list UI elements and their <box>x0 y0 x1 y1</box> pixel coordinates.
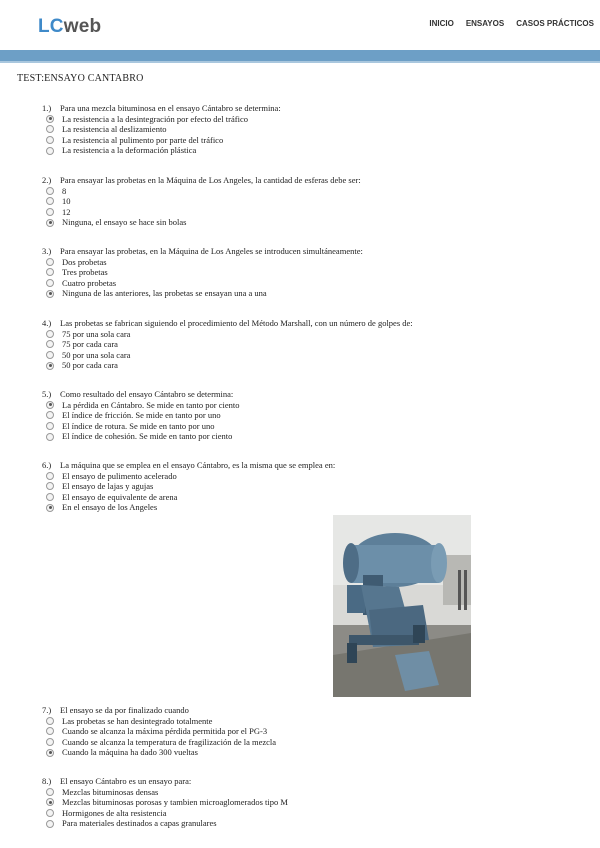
answer-label: La resistencia a la deformación plástica <box>62 145 197 156</box>
radio-button[interactable] <box>46 208 54 216</box>
answer-label: Tres probetas <box>62 267 108 278</box>
question-text: El ensayo Cántabro es un ensayo para: <box>60 776 192 786</box>
answer-label: Las probetas se han desintegrado totalmente <box>62 715 213 726</box>
answer-label: Cuando se alcanza la temperatura de fragilización de la mezcla <box>62 736 277 747</box>
radio-button[interactable] <box>46 401 54 409</box>
answer-option[interactable] <box>42 400 240 411</box>
radio-button[interactable] <box>46 738 54 746</box>
answer-option[interactable] <box>42 787 288 798</box>
answer-label: La pérdida en Cántabro. Se mide en tanto por ciento <box>62 399 240 410</box>
los-angeles-machine-photo <box>333 515 471 697</box>
answer-label: El índice de rotura. Se mide en tanto por uno <box>62 420 215 431</box>
question-text: La máquina que se emplea en el ensayo Cántabro, es la misma que se emplea en: <box>60 460 336 470</box>
radio-button[interactable] <box>46 279 54 287</box>
answer-option[interactable] <box>42 410 240 421</box>
answer-label: Cuando la máquina ha dado 300 vueltas <box>62 747 198 758</box>
answer-label: Ninguna de las anteriores, las probetas se ensayan una a una <box>62 288 267 299</box>
radio-button[interactable] <box>46 268 54 276</box>
question-number: 3.) <box>42 246 52 256</box>
question-number: 2.) <box>42 175 52 185</box>
radio-button[interactable] <box>46 788 54 796</box>
main-nav <box>429 19 594 28</box>
question-number: 4.) <box>42 318 52 328</box>
answer-option[interactable] <box>42 502 335 513</box>
top-bar <box>0 0 600 50</box>
question-stem <box>42 175 361 186</box>
radio-button[interactable] <box>46 717 54 725</box>
radio-button[interactable] <box>46 290 54 298</box>
radio-button[interactable] <box>46 258 54 266</box>
answer-option[interactable] <box>42 808 288 819</box>
question-text: Para ensayar las probetas, en la Máquina de Los Angeles se introducen simultáneamente: <box>60 246 363 256</box>
question-stem <box>42 389 240 400</box>
question-text: Las probetas se fabrican siguiendo el procedimiento del Método Marshall, con un número de golpes de: <box>60 318 413 328</box>
nav-ensayos[interactable]: ENSAYOS <box>465 19 505 28</box>
question-stem <box>42 705 276 716</box>
radio-button[interactable] <box>46 482 54 490</box>
answer-label: Mezclas bituminosas densas <box>62 786 159 797</box>
question-5 <box>42 389 240 442</box>
answer-option[interactable] <box>42 135 281 146</box>
radio-button[interactable] <box>46 493 54 501</box>
question-number: 7.) <box>42 705 52 715</box>
answer-option[interactable] <box>42 747 276 758</box>
question-number: 8.) <box>42 776 52 786</box>
question-text: Para ensayar las probetas en la Máquina de Los Angeles, la cantidad de esferas debe ser: <box>60 175 361 185</box>
question-text: El ensayo se da por finalizado cuando <box>60 705 189 715</box>
header-band <box>0 50 600 61</box>
answer-label: El ensayo de lajas y agujas <box>62 481 154 492</box>
radio-button[interactable] <box>46 115 54 123</box>
answer-option[interactable] <box>42 329 413 340</box>
radio-button[interactable] <box>46 798 54 806</box>
question-stem <box>42 246 363 257</box>
radio-button[interactable] <box>46 809 54 817</box>
radio-button[interactable] <box>46 351 54 359</box>
answer-option[interactable] <box>42 797 288 808</box>
answer-option[interactable] <box>42 186 361 197</box>
answer-option[interactable] <box>42 431 240 442</box>
radio-button[interactable] <box>46 472 54 480</box>
answer-option[interactable] <box>42 471 335 482</box>
radio-button[interactable] <box>46 340 54 348</box>
answer-option[interactable] <box>42 716 276 727</box>
question-4 <box>42 318 413 371</box>
answer-label: El ensayo de pulimento acelerado <box>62 470 177 481</box>
answer-option[interactable] <box>42 360 413 371</box>
answer-option[interactable] <box>42 278 363 289</box>
answer-option[interactable] <box>42 145 281 156</box>
answer-option[interactable] <box>42 421 240 432</box>
question-number: 6.) <box>42 460 52 470</box>
answer-label: 8 <box>62 185 67 196</box>
answer-option[interactable] <box>42 481 335 492</box>
question-stem <box>42 318 413 329</box>
answer-label: La resistencia al deslizamiento <box>62 124 167 135</box>
answer-option[interactable] <box>42 124 281 135</box>
question-number: 1.) <box>42 103 52 113</box>
answer-label: En el ensayo de los Angeles <box>62 502 158 513</box>
radio-button[interactable] <box>46 422 54 430</box>
site-logo[interactable]: LCweb <box>38 16 102 37</box>
answer-option[interactable] <box>42 267 363 278</box>
answer-label: Cuatro probetas <box>62 277 117 288</box>
answer-label: El índice de fricción. Se mide en tanto por uno <box>62 410 221 421</box>
answer-option[interactable] <box>42 207 361 218</box>
radio-button[interactable] <box>46 147 54 155</box>
page-title: TEST:ENSAYO CANTABRO <box>17 73 144 84</box>
answer-option[interactable] <box>42 257 363 268</box>
answer-option[interactable] <box>42 339 413 350</box>
question-1 <box>42 103 281 156</box>
answer-label: El índice de cohesión. Se mide en tanto por ciento <box>62 431 233 442</box>
radio-button[interactable] <box>46 727 54 735</box>
nav-inicio[interactable]: INICIO <box>429 19 454 28</box>
radio-button[interactable] <box>46 136 54 144</box>
answer-label: La resistencia al pulimento por parte del tráfico <box>62 134 224 145</box>
question-3 <box>42 246 363 299</box>
answer-option[interactable] <box>42 196 361 207</box>
radio-button[interactable] <box>46 197 54 205</box>
question-number: 5.) <box>42 389 52 399</box>
question-8 <box>42 776 288 829</box>
answer-label: 75 por cada cara <box>62 339 118 350</box>
answer-label: Mezclas bituminosas porosas y tambien microaglomerados tipo M <box>62 797 288 808</box>
radio-button[interactable] <box>46 330 54 338</box>
header-band-shadow <box>0 61 600 63</box>
answer-label: Dos probetas <box>62 256 107 267</box>
radio-button[interactable] <box>46 362 54 370</box>
answer-option[interactable] <box>42 288 363 299</box>
answer-label: 12 <box>62 206 71 217</box>
question-stem <box>42 460 335 471</box>
answer-option[interactable] <box>42 737 276 748</box>
answer-option[interactable] <box>42 114 281 125</box>
radio-button[interactable] <box>46 820 54 828</box>
answer-label: La resistencia a la desintegración por efecto del tráfico <box>62 113 248 124</box>
question-6 <box>42 460 335 513</box>
answer-label: 10 <box>62 196 71 207</box>
answer-label: Hormigones de alta resistencia <box>62 807 167 818</box>
question-stem <box>42 776 288 787</box>
answer-label: Ninguna, el ensayo se hace sin bolas <box>62 217 187 228</box>
question-text: Para una mezcla bituminosa en el ensayo Cántabro se determina: <box>60 103 281 113</box>
answer-label: 75 por una sola cara <box>62 328 131 339</box>
answer-option[interactable] <box>42 818 288 829</box>
radio-button[interactable] <box>46 219 54 227</box>
radio-button[interactable] <box>46 504 54 512</box>
answer-option[interactable] <box>42 350 413 361</box>
answer-label: Para materiales destinados a capas granulares <box>62 818 217 829</box>
question-7 <box>42 705 276 758</box>
radio-button[interactable] <box>46 433 54 441</box>
answer-label: Cuando se alcanza la máxima pérdida permitida por el PG-3 <box>62 726 268 737</box>
radio-button[interactable] <box>46 749 54 757</box>
answer-option[interactable] <box>42 726 276 737</box>
radio-button[interactable] <box>46 125 54 133</box>
answer-label: El ensayo de equivalente de arena <box>62 491 178 502</box>
answer-label: 50 por cada cara <box>62 360 118 371</box>
radio-button[interactable] <box>46 187 54 195</box>
question-text: Como resultado del ensayo Cántabro se determina: <box>60 389 234 399</box>
nav-casos-practicos[interactable]: CASOS PRÁCTICOS <box>516 19 594 28</box>
question-2 <box>42 175 361 228</box>
answer-label: 50 por una sola cara <box>62 349 131 360</box>
radio-button[interactable] <box>46 411 54 419</box>
answer-option[interactable] <box>42 492 335 503</box>
question-stem <box>42 103 281 114</box>
answer-option[interactable] <box>42 217 361 228</box>
